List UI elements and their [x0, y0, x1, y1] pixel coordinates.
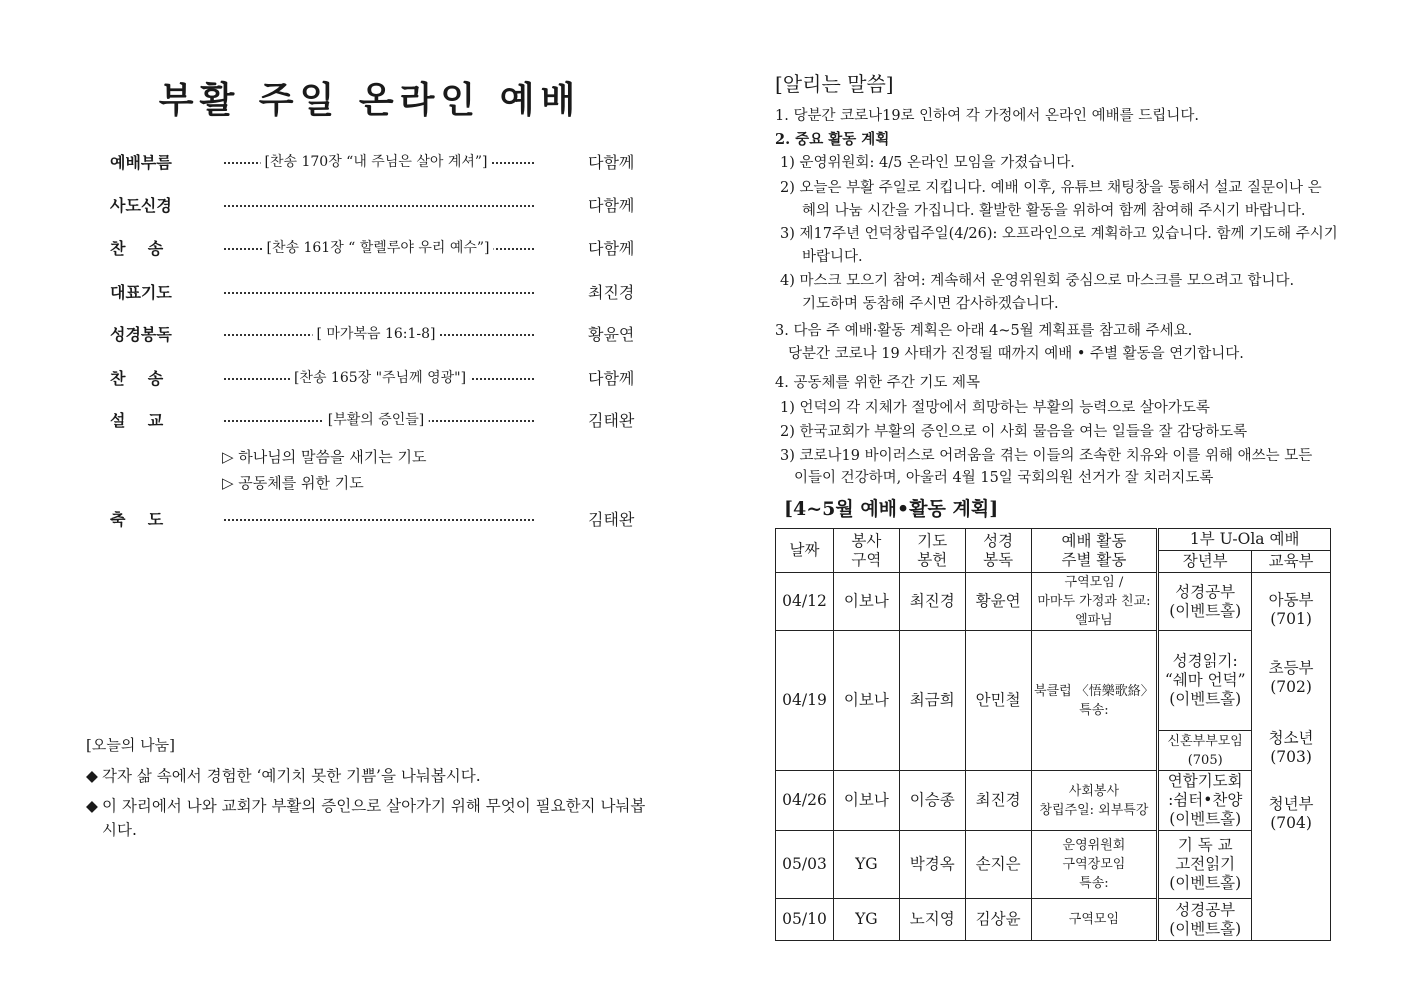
notice-line: 2. 중요 활동 계획: [775, 131, 890, 148]
cell-area: YG: [833, 831, 899, 899]
notice-line: 당분간 코로나 19 사태가 진정될 때까지 예배 • 주별 활동을 연기합니다.: [788, 346, 1244, 362]
page-title: 부활 주일 온라인 예배: [158, 79, 582, 121]
cell-date: 04/26: [776, 771, 834, 831]
cell-bible: 김상윤: [965, 899, 1031, 941]
order-person: 다함께: [588, 239, 635, 258]
notice-line: 기도하며 동참해 주시면 감사하겠습니다.: [802, 296, 1059, 312]
plan-title: [4~5월 예배•활동 계획]: [784, 498, 999, 520]
notice-line: 3) 코로나19 바이러스로 어려움을 겪는 이들의 조속한 치유와 이를 위해 애쓰는 모든: [780, 448, 1313, 464]
order-label: 찬 송: [110, 239, 164, 258]
notice-line: 2) 한국교회가 부활의 증인으로 이 사회 물음을 여는 일들을 잘 감당하도록: [780, 424, 1248, 440]
plan-table: [775, 528, 1331, 941]
sharing-text: 각자 삶 속에서 경험한 ‘예기치 못한 기쁨’을 나눠봅시다.: [102, 767, 481, 785]
notice-line: 혜의 나눔 시간을 가집니다. 활발한 활동을 위하여 함께 참여해 주시기 바랍니다.: [802, 203, 1306, 219]
header-date: 날짜: [776, 529, 834, 573]
header-edu: 교육부: [1252, 551, 1331, 573]
notice-title: [알리는 말씀]: [775, 72, 894, 96]
order-person: 황윤연: [588, 325, 635, 344]
notice-line: 3) 제17주년 언덕창립주일(4/26): 오프라인으로 계획하고 있습니다. 함께 기도해 주시기: [780, 226, 1338, 242]
header-prayer: 기도 봉헌: [899, 529, 965, 573]
cell-activity: 구역모임 / 마마두 가정과 친교: 엘파님: [1031, 573, 1158, 631]
table-row: [776, 771, 1331, 831]
order-person: 최진경: [588, 283, 635, 302]
table-row: [776, 899, 1331, 941]
sharing-text: 이 자리에서 나와 교회가 부활의 증인으로 살아가기 위해 무엇이 필요한지 나눠봅시다.: [102, 797, 646, 839]
sharing-title: [오늘의 나눔]: [86, 736, 175, 754]
cell-bible: 손지은: [965, 831, 1031, 899]
sermon-item: ▷ 공동체를 위한 기도: [222, 474, 364, 492]
order-person: 김태완: [588, 411, 635, 430]
header-area: 봉사 구역: [833, 529, 899, 573]
cell-activity: 사회봉사 창립주일: 외부특강: [1031, 771, 1158, 831]
notice-line: 4) 마스크 모으기 참여: 계속해서 운영위원회 중심으로 마스크를 모으려고 합니다.: [780, 273, 1295, 289]
dotted-leader: [224, 292, 534, 294]
cell-adult: 기 독 교 고전읽기 (이벤트홀): [1158, 831, 1252, 899]
cell-adult: 연합기도회 :쉼터•찬양 (이벤트홀): [1158, 771, 1252, 831]
cell-prayer: 최금희: [899, 631, 965, 771]
edu-dept: 청소년 (703): [1268, 729, 1314, 766]
cell-bible: 황윤연: [965, 573, 1031, 631]
edu-dept: 아동부 (701): [1268, 591, 1314, 628]
order-label: 예배부름: [110, 153, 172, 172]
diamond-bullet-icon: ◆: [86, 797, 98, 815]
cell-prayer: 이승종: [899, 771, 965, 831]
order-label: 성경봉독: [110, 325, 172, 344]
order-person: 김태완: [588, 510, 635, 529]
edu-dept: 청년부 (704): [1268, 795, 1314, 832]
order-label: 대표기도: [110, 283, 172, 302]
order-person: 다함께: [588, 369, 635, 388]
cell-activity: 구역모임: [1031, 899, 1158, 941]
dotted-leader: [224, 205, 534, 207]
table-row: [776, 631, 1331, 731]
header-adult: 장년부: [1158, 551, 1252, 573]
cell-prayer: 최진경: [899, 573, 965, 631]
cell-bible: 안민철: [965, 631, 1031, 771]
cell-date: 05/10: [776, 899, 834, 941]
table-row: [776, 831, 1331, 899]
cell-area: 이보나: [833, 631, 899, 771]
notice-line: 1) 운영위원회: 4/5 온라인 모임을 가졌습니다.: [780, 155, 1075, 171]
order-person: 다함께: [588, 153, 635, 172]
order-detail: [찬송 170장 “내 주님은 살아 계셔”]: [261, 151, 492, 171]
sharing-item: [86, 794, 646, 842]
cell-edu: [1252, 573, 1331, 941]
cell-adult: 신혼부부모임 (705): [1158, 731, 1252, 771]
cell-adult: 성경공부 (이벤트홀): [1158, 899, 1252, 941]
notice-line: 1) 언덕의 각 지체가 절망에서 희망하는 부활의 능력으로 살아가도록: [780, 400, 1210, 416]
notice-line: 4. 공동체를 위한 주간 기도 제목: [775, 375, 980, 391]
notice-line: 2) 오늘은 부활 주일로 지킵니다. 예배 이후, 유튜브 채팅창을 통해서 설교 질문이나 은: [780, 180, 1322, 196]
order-detail: [찬송 161장 “ 할렐루야 우리 예수”]: [263, 237, 494, 257]
order-detail: [부활의 증인들]: [324, 409, 429, 429]
cell-prayer: 노지영: [899, 899, 965, 941]
cell-activity: 북클럽 〈悟樂歌絡〉 특송:: [1031, 631, 1158, 771]
cell-date: 04/19: [776, 631, 834, 771]
order-label: 사도신경: [110, 196, 172, 215]
edu-dept: 초등부 (702): [1268, 659, 1314, 696]
cell-bible: 최진경: [965, 771, 1031, 831]
cell-activity: 운영위원회 구역장모임 특송:: [1031, 831, 1158, 899]
dotted-leader: [224, 519, 534, 521]
notice-line: 3. 다음 주 예배·활동 계획은 아래 4~5월 계획표를 참고해 주세요.: [775, 323, 1193, 339]
cell-date: 04/12: [776, 573, 834, 631]
cell-prayer: 박경옥: [899, 831, 965, 899]
order-detail: [ 마가복음 16:1-8]: [313, 323, 440, 343]
cell-adult: 성경공부 (이벤트홀): [1158, 573, 1252, 631]
notice-line: 바랍니다.: [802, 249, 863, 265]
order-label: 축 도: [110, 510, 164, 529]
order-detail: [찬송 165장 "주님께 영광"]: [290, 367, 470, 387]
header-service: 1부 U-Ola 예배: [1158, 529, 1331, 551]
sharing-item: [86, 764, 646, 788]
cell-area: 이보나: [833, 573, 899, 631]
diamond-bullet-icon: ◆: [86, 767, 98, 785]
table-row: [776, 573, 1331, 631]
cell-adult: 성경읽기: “쉐마 언덕” (이벤트홀): [1158, 631, 1252, 731]
order-person: 다함께: [588, 196, 635, 215]
header-bible: 성경 봉독: [965, 529, 1031, 573]
cell-date: 05/03: [776, 831, 834, 899]
order-label: 설 교: [110, 411, 164, 430]
cell-area: YG: [833, 899, 899, 941]
notice-line: 이들이 건강하며, 아울러 4월 15일 국회의원 선거가 잘 치러지도록: [794, 470, 1214, 486]
order-label: 찬 송: [110, 369, 164, 388]
header-activity: 예배 활동 주별 활동: [1031, 529, 1158, 573]
cell-area: 이보나: [833, 771, 899, 831]
sermon-item: ▷ 하나님의 말씀을 새기는 기도: [222, 448, 427, 466]
notice-line: 1. 당분간 코로나19로 인하여 각 가정에서 온라인 예배를 드립니다.: [775, 108, 1199, 124]
